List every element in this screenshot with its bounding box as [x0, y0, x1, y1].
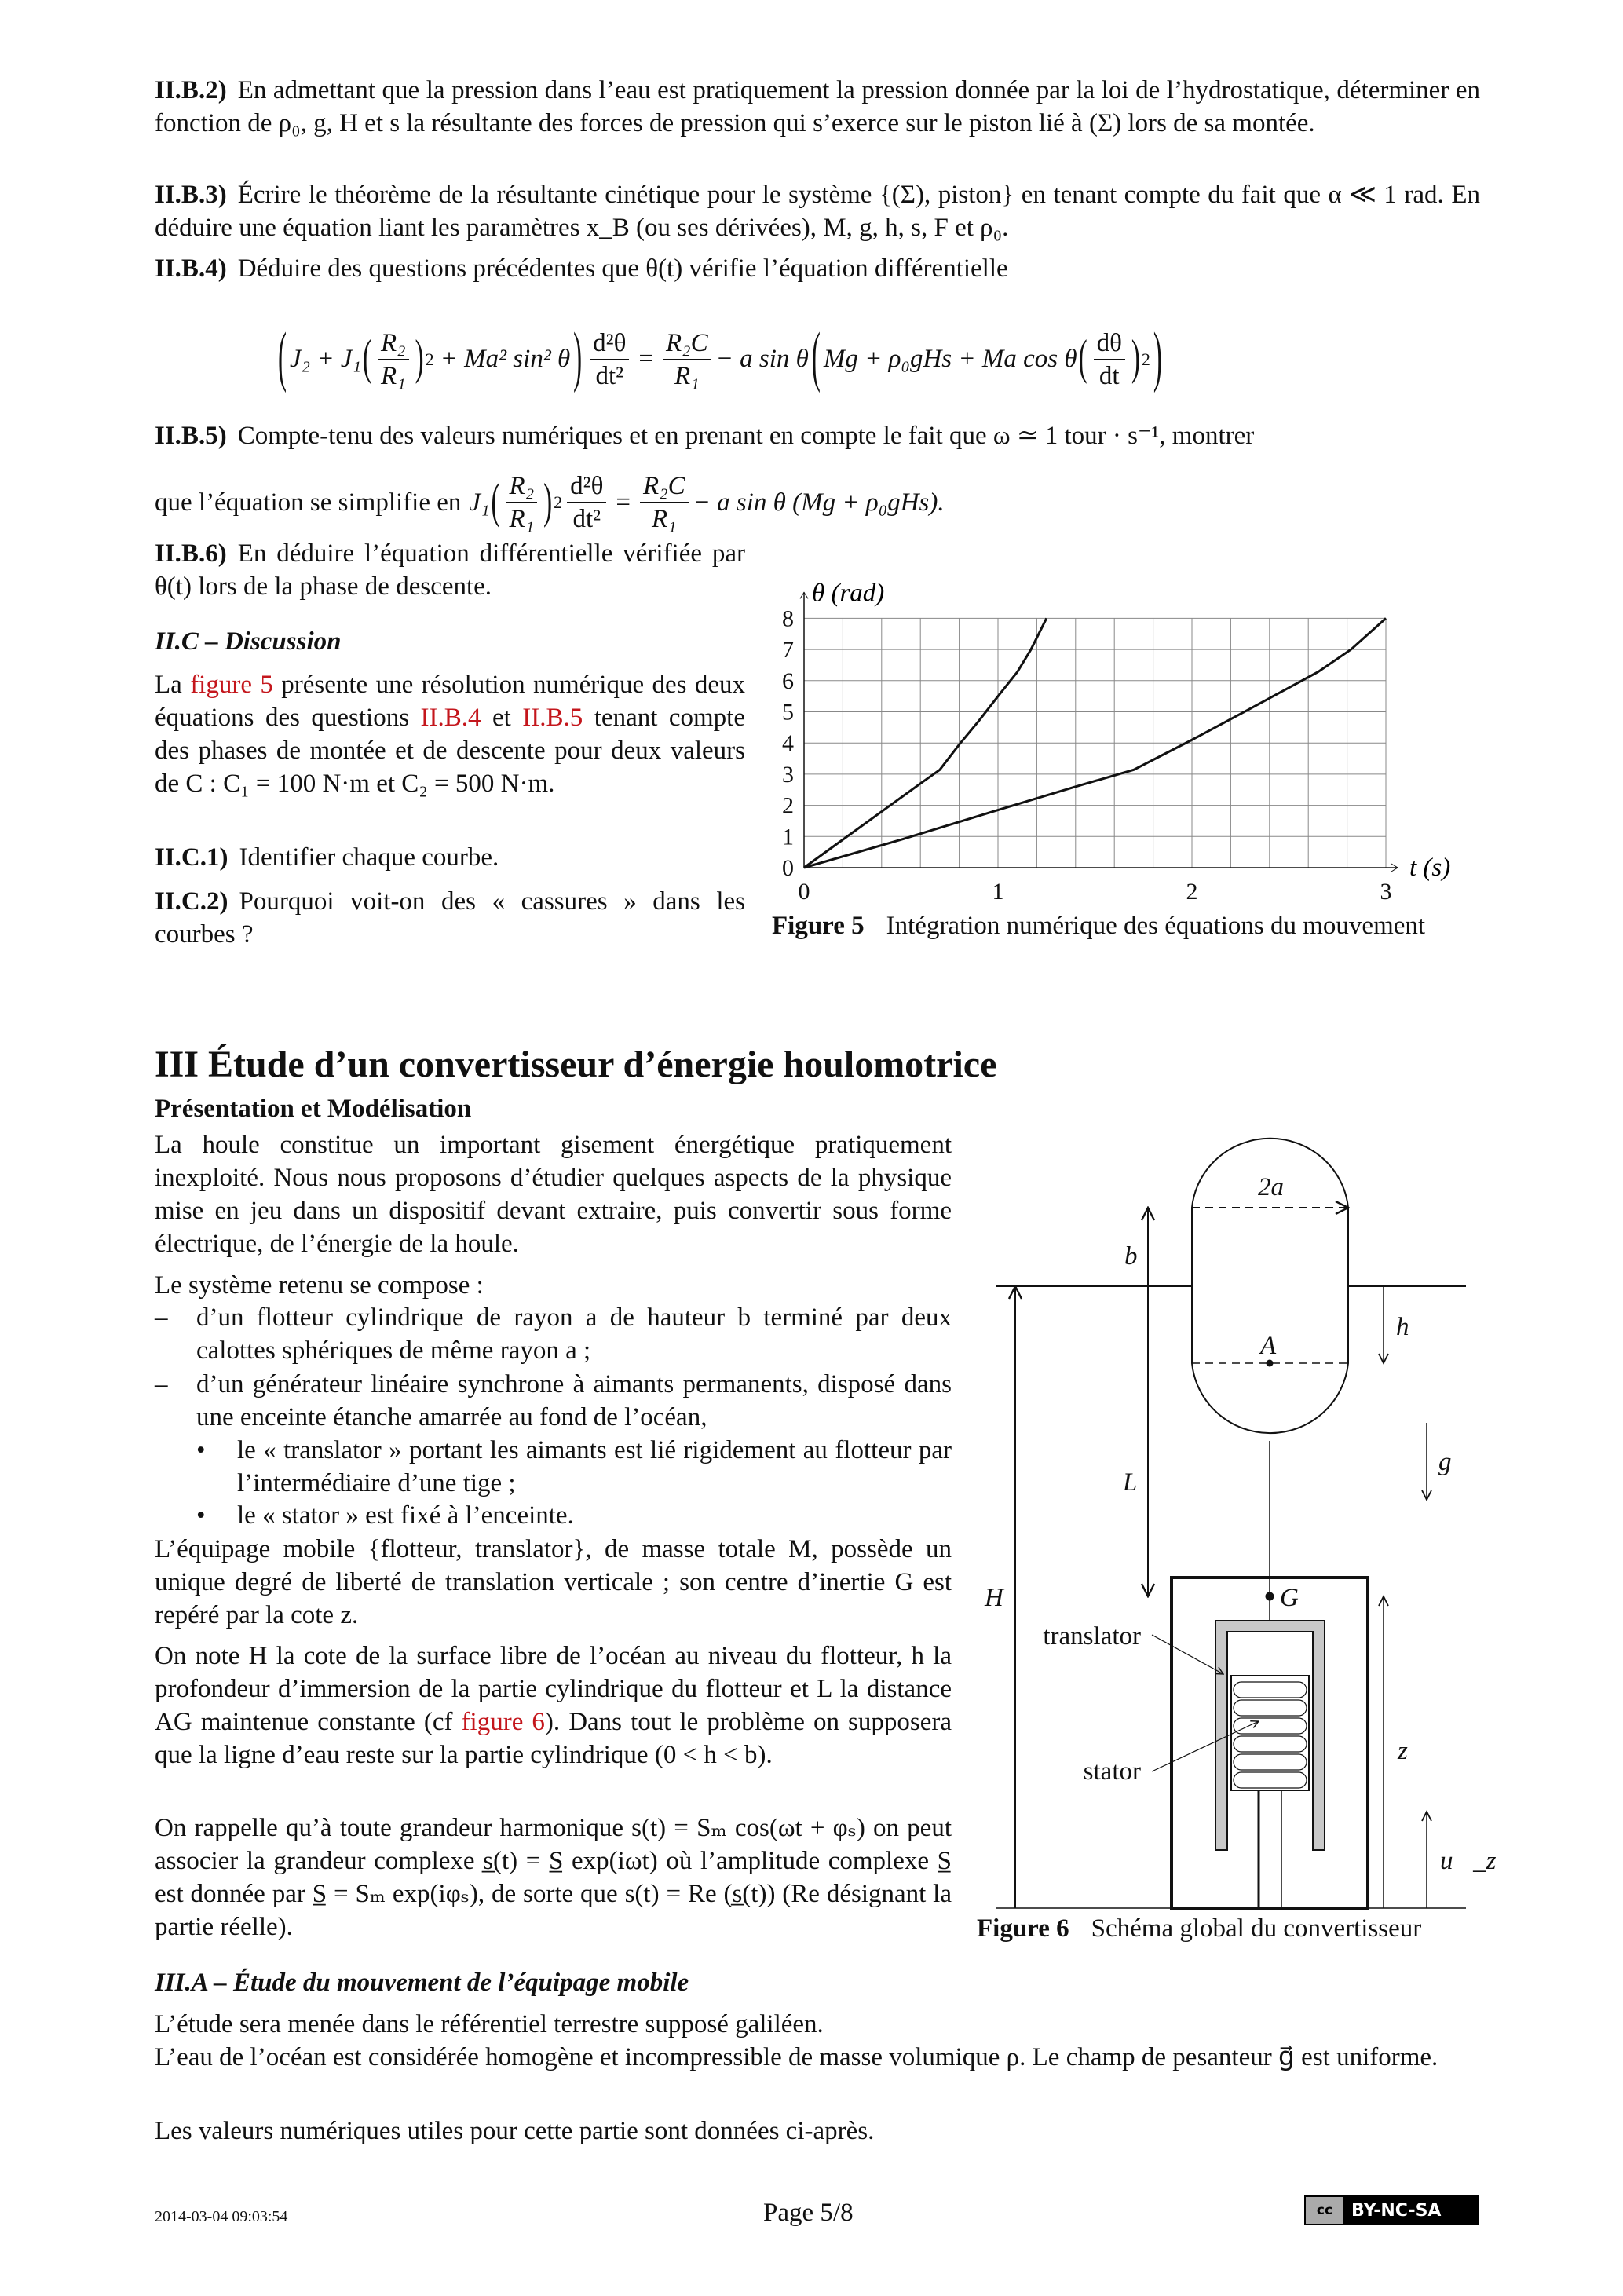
paragraph: Le système retenu se compose : — [155, 1271, 484, 1300]
caption-text: Schéma global du convertisseur — [1091, 1914, 1422, 1943]
figure-6-caption — [977, 1912, 1480, 1945]
paragraph: Les valeurs numériques utiles pour cette partie sont données ci-après. — [155, 2117, 875, 2145]
page-number: Page 5/8 — [763, 2199, 854, 2227]
label-A: A — [1260, 1332, 1277, 1360]
link-figure-5[interactable]: figure 5 — [190, 671, 273, 699]
list-dash: – — [155, 1303, 168, 1332]
denominator: dt² — [595, 361, 624, 390]
label-2a: 2a — [1258, 1173, 1284, 1201]
caption-text: Intégration numérique des équations du mouvement — [886, 912, 1426, 940]
eq-term: − a sin θ (Mg + ρ₀gHs). — [693, 488, 945, 517]
stator-coil — [1231, 1676, 1309, 1790]
figure-label: Figure 5 — [772, 912, 865, 940]
label-z: z — [1398, 1737, 1408, 1765]
paragraph: L’étude sera menée dans le référentiel terrestre supposé galiléen. — [155, 2010, 824, 2038]
denominator: R₁ — [509, 505, 535, 533]
paren: ( — [278, 321, 287, 395]
paragraph: La houle constitue un important gisement énergétique pratiquement inexploité. Nous nous proposons d’étudier quelques aspects de la physique mise en jeu dans un dispositif devant extraire, puis convertir sous forme électrique, de l’énergie de la houle. — [155, 1131, 952, 1258]
coil-turn — [1234, 1682, 1307, 1698]
denominator: R₁ — [674, 361, 700, 390]
list-dash: – — [155, 1370, 168, 1398]
link-IIB5[interactable]: II.B.5 — [522, 704, 583, 732]
paragraph: On rappelle qu’à toute grandeur harmonique s(t) = Sₘ cos(ωt + φₛ) on peut associer la grandeur complexe s̲(t) = S̲ exp(iωt) où l’amplitude complexe S̲ est donnée par S̲ = Sₘ exp(iφₛ), de sorte que s(t) = Re (s̲(t)) (Re désignant la partie réelle). — [155, 1814, 952, 1941]
question-label: II.B.4) — [155, 254, 227, 283]
y-tick-label: 4 — [782, 730, 794, 757]
numerator: d²θ — [567, 470, 606, 503]
point-A — [1267, 1360, 1273, 1366]
question-text: Écrire le théorème de la résultante cinétique pour le système {(Σ), piston} en tenant compte du fait que α ≪ 1 rad. En déduire une équation liant les paramètres x_B (ou ses dérivées), M, g, h, s, F et ρ₀. — [155, 181, 1480, 242]
coil-windings — [1234, 1682, 1307, 1788]
equation-IIB4: ( J₂ + J₁ ( $\frac{\text{R₂}}{\text{R₁}}$ ) 2 + Ma² sin² θ ) $\frac{\text{d²θ}}{\text{dt²}}$ = $\frac{\text{R₂C}}{\text{R₁}}$ − a sin θ ( Mg + ρ₀gHs + Ma cos θ ( $\frac{d\theta}{dt}$ ) 2 ) — [275, 314, 1165, 404]
coil-turn — [1234, 1700, 1307, 1716]
list-item: d’un générateur linéaire synchrone à aimants permanents, disposé dans une enceinte étanche amarrée au fond de l’océan, — [196, 1370, 952, 1431]
denominator: R₁ — [652, 505, 677, 533]
list-subitem: le « translator » portant les aimants est lié rigidement au flotteur par l’intermédiaire d’une tige ; — [237, 1436, 952, 1497]
question-label: II.B.3) — [155, 181, 227, 209]
section-heading-IIIA: III.A – Étude du mouvement de l’équipage mobile — [155, 1969, 689, 1997]
y-tick-label: 1 — [782, 824, 794, 850]
question-label: II.B.6) — [155, 539, 227, 568]
cc-logo-icon: cc — [1306, 2197, 1343, 2224]
y-tick-label: 2 — [782, 792, 794, 819]
question-text: Compte-tenu des valeurs numériques et en prenant en compte le fait que ω ≃ 1 tour · s⁻¹, montrer — [237, 422, 1255, 450]
x-tick-label: 2 — [1186, 879, 1198, 905]
text: tenant compte des phases de montée et de descente pour deux valeurs de C : C₁ = 100 N·m et C₂ = 500 N·m. — [155, 704, 745, 798]
denominator: R₁ — [381, 361, 406, 390]
coil-turn — [1234, 1772, 1307, 1788]
footer-date: 2014-03-04 09:03:54 — [155, 2208, 288, 2225]
paragraph: L’équipage mobile {flotteur, translator}, de masse totale M, possède un unique degré de liberté de translation verticale ; son centre d’inertie G est repéré par la cote z. — [155, 1535, 952, 1629]
translator-pointer — [1152, 1635, 1223, 1674]
equals: = — [616, 488, 631, 517]
exponent: 2 — [425, 349, 434, 369]
text: et — [481, 704, 523, 732]
x-tick-label: 0 — [798, 879, 810, 905]
label-stator: stator — [1083, 1757, 1141, 1786]
list-item: d’un flotteur cylindrique de rayon a de hauteur b terminé par deux calottes sphériques de même rayon a ; — [196, 1303, 952, 1365]
link-IIB4[interactable]: II.B.4 — [420, 704, 481, 732]
coil-turn — [1234, 1736, 1307, 1752]
text: présente une résolution numérique des deux équations des questions — [155, 671, 745, 732]
paragraph: L’eau de l’océan est considérée homogène et incompressible de masse volumique ρ. Le champ de pesanteur g⃗ est uniforme. — [155, 2043, 1438, 2071]
numerator: d²θ — [590, 327, 629, 360]
numerator: dθ — [1094, 327, 1125, 360]
bullet: • — [196, 1436, 206, 1464]
point-G — [1266, 1592, 1274, 1600]
numerator: R₂ — [506, 470, 538, 503]
figure-label: Figure 6 — [977, 1914, 1069, 1943]
y-tick-label: 3 — [782, 761, 794, 788]
numerator: R₂ — [378, 327, 409, 360]
x-axis-label: t (s) — [1409, 854, 1451, 882]
eq-term: J₂ + J₁ — [290, 345, 362, 373]
y-tick-label: 7 — [782, 637, 794, 664]
coil-turn — [1234, 1754, 1307, 1770]
question-text: Déduire des questions précédentes que θ(t) vérifie l’équation différentielle — [237, 254, 1008, 283]
label-G: G — [1280, 1584, 1299, 1612]
question-text: Pourquoi voit-on des « cassures » dans les courbes ? — [155, 887, 745, 949]
equation-IIB5: que l’équation se simplifie en J₁ ( $\frac{\text{R₂}}{\text{R₁}}$ ) 2 $\frac{\text{d²θ}}{\text{dt²}}$ = $\frac{\text{R₂C}}{\text{R₁}}$ − a sin θ (Mg + ρ₀gHs). — [155, 472, 945, 533]
section-heading-IIC: II.C – Discussion — [155, 627, 342, 656]
y-axis-label: θ (rad) — [812, 579, 885, 608]
license-text: BY-NC-SA — [1351, 2200, 1442, 2221]
section-heading-III: III Étude d’un convertisseur d’énergie houlomotrice — [155, 1044, 997, 1085]
label-b: b — [1124, 1242, 1138, 1270]
exponent: 2 — [1141, 349, 1150, 369]
label-h: h — [1396, 1313, 1409, 1341]
label-L: L — [1123, 1468, 1138, 1497]
denominator: dt² — [572, 505, 601, 533]
eq-term: Mg + ρ₀gHs + Ma cos θ — [823, 345, 1077, 373]
question-label: II.B.5) — [155, 422, 227, 450]
paren: ) — [573, 321, 583, 395]
text: La — [155, 671, 191, 699]
question-label: II.B.2) — [155, 76, 227, 104]
question-text: Identifier chaque courbe. — [239, 843, 499, 872]
y-tick-label: 8 — [782, 605, 794, 632]
label-H: H — [985, 1584, 1003, 1612]
numerator: R₂C — [663, 327, 711, 360]
license-badge — [1304, 2195, 1479, 2225]
denominator: dt — [1098, 361, 1120, 390]
stator-pointer — [1152, 1721, 1259, 1771]
list-subitem: le « stator » est fixé à l’enceinte. — [237, 1501, 574, 1530]
eq-term: − a sin θ — [715, 345, 809, 373]
coil-turn — [1234, 1718, 1307, 1734]
question-text: En admettant que la pression dans l’eau est pratiquement la pression donnée par la loi de l’hydrostatique, déterminer en fonction de ρ₀, g, H et s la résultante des forces de pression qui s’exerce sur le piston lié à (Σ) lors de sa montée. — [155, 76, 1480, 137]
eq-term: + Ma² sin² θ — [440, 345, 571, 373]
question-label: II.C.1) — [155, 843, 228, 872]
question-text: que l’équation se simplifie en — [155, 488, 462, 517]
y-tick-label: 0 — [782, 855, 794, 881]
label-g: g⃗ — [1438, 1448, 1472, 1476]
bullet: • — [196, 1501, 206, 1530]
question-label: II.C.2) — [155, 887, 228, 916]
exponent: 2 — [554, 492, 563, 512]
y-tick-label: 6 — [782, 667, 794, 694]
question-text: En déduire l’équation différentielle vérifiée par θ(t) lors de la phase de descente. — [155, 539, 745, 601]
label-translator: translator — [1043, 1622, 1141, 1651]
x-tick-label: 1 — [992, 879, 1004, 905]
label-uz: u⃗_z — [1440, 1847, 1497, 1875]
equals: = — [638, 345, 653, 373]
x-tick-label: 3 — [1380, 879, 1392, 905]
text: On note H la cote de la surface libre de l’océan au niveau du flotteur, h la profondeur d’immersion de la partie cylindrique du flotteur et L la distance AG maintenue constante (cf — [155, 1642, 952, 1736]
link-figure-6[interactable]: figure 6 — [461, 1708, 545, 1736]
subsection-heading: Présentation et Modélisation — [155, 1095, 472, 1123]
numerator: R₂C — [640, 470, 689, 503]
text: ). Dans tout le problème on supposera que la ligne d’eau reste sur la partie cylindrique (0 < h < b). — [155, 1708, 952, 1769]
y-tick-label: 5 — [782, 699, 794, 726]
eq-term: J₁ — [469, 488, 490, 517]
